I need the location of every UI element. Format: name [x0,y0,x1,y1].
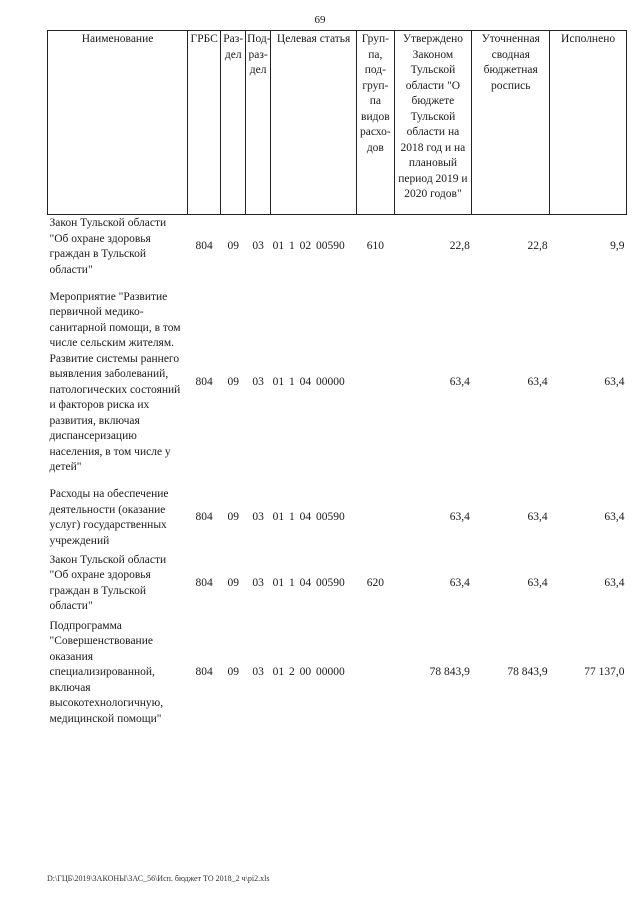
row-name: Мероприятие "Развитие первичной медико-санитарной помощи, в том числе сельским жителям. Развитие системы раннего выявления заболеваний, патологических состояний и факторов риска их развития, включая диспансеризацию населения, в том числе у детей" [49,290,181,473]
row-target: 01 1 02 00590 [272,240,345,253]
row-group: 610 [366,240,384,253]
row-name: Закон Тульской области "Об охране здоровья граждан в Тульской области" [49,553,167,612]
row-name: Закон Тульской области "Об охране здоровья граждан в Тульской области" [49,217,167,276]
table-header-row [48,31,627,215]
row-grbs: 804 [195,375,213,388]
header-group: Груп-па, под-груп-па видов расхо-дов [357,31,394,215]
table-row [48,550,627,617]
row-section: 09 [227,375,239,388]
row-subsection: 03 [252,375,264,388]
header-executed: Исполнено [550,31,627,215]
row-grbs: 804 [195,511,213,524]
page-number: 69 [314,14,326,26]
row-approved: 63,4 [449,576,470,589]
row-refined: 63,4 [527,511,548,524]
row-target: 01 1 04 00000 [272,375,345,388]
row-approved: 22,8 [449,240,470,253]
row-section: 09 [227,666,239,679]
header-approved: Утверждено Законом Тульской области "О бюджете Тульской области на 2018 год и на плановый период 2019 и 2020 годов" [394,31,472,215]
row-grbs: 804 [195,576,213,589]
row-group [357,279,394,486]
row-grbs: 804 [195,240,213,253]
row-subsection: 03 [252,576,264,589]
table-row [48,617,627,729]
row-subsection: 03 [252,511,264,524]
row-subsection: 03 [252,666,264,679]
table-row [48,279,627,486]
row-executed: 63,4 [604,576,625,589]
budget-execution-table [47,30,627,729]
header-target: Целевая статья [271,31,357,215]
row-approved: 78 843,9 [429,666,470,679]
row-executed: 9,9 [610,240,625,253]
row-subsection: 03 [252,240,264,253]
header-name: Наименование [48,31,188,215]
row-group [357,486,394,550]
row-approved: 63,4 [449,375,470,388]
row-target: 01 1 04 00590 [272,511,345,524]
row-refined: 22,8 [527,240,548,253]
header-refined: Уточненная сводная бюджетная роспись [472,31,550,215]
row-approved: 63,4 [449,511,470,524]
header-subsection: Под-раз-дел [246,31,271,215]
row-group: 620 [366,576,384,589]
table-row [48,215,627,280]
row-refined: 63,4 [527,576,548,589]
file-path-footer: D:\ГЦБ\2019\ЗАКОНЫ\ЗАС_56\Исп. бюджет ТО 2018_2 ч\рі2.xls [47,874,270,883]
row-refined: 78 843,9 [507,666,548,679]
row-section: 09 [227,240,239,253]
header-grbs: ГРБС [188,31,221,215]
row-executed: 77 137,0 [584,666,625,679]
row-executed: 63,4 [604,511,625,524]
row-target: 01 1 04 00590 [272,576,345,589]
table-row [48,486,627,550]
header-section: Раз-дел [221,31,246,215]
row-section: 09 [227,511,239,524]
row-target: 01 2 00 00000 [272,666,345,679]
row-executed: 63,4 [604,375,625,388]
row-grbs: 804 [195,666,213,679]
row-name: Подпрограмма "Совершенствование оказания специализированной, включая высокотехнологичную, медицинской помощи" [49,619,164,725]
row-group [357,617,394,729]
row-refined: 63,4 [527,375,548,388]
row-section: 09 [227,576,239,589]
row-name: Расходы на обеспечение деятельности (оказание услуг) государственных учреждений [49,488,169,547]
